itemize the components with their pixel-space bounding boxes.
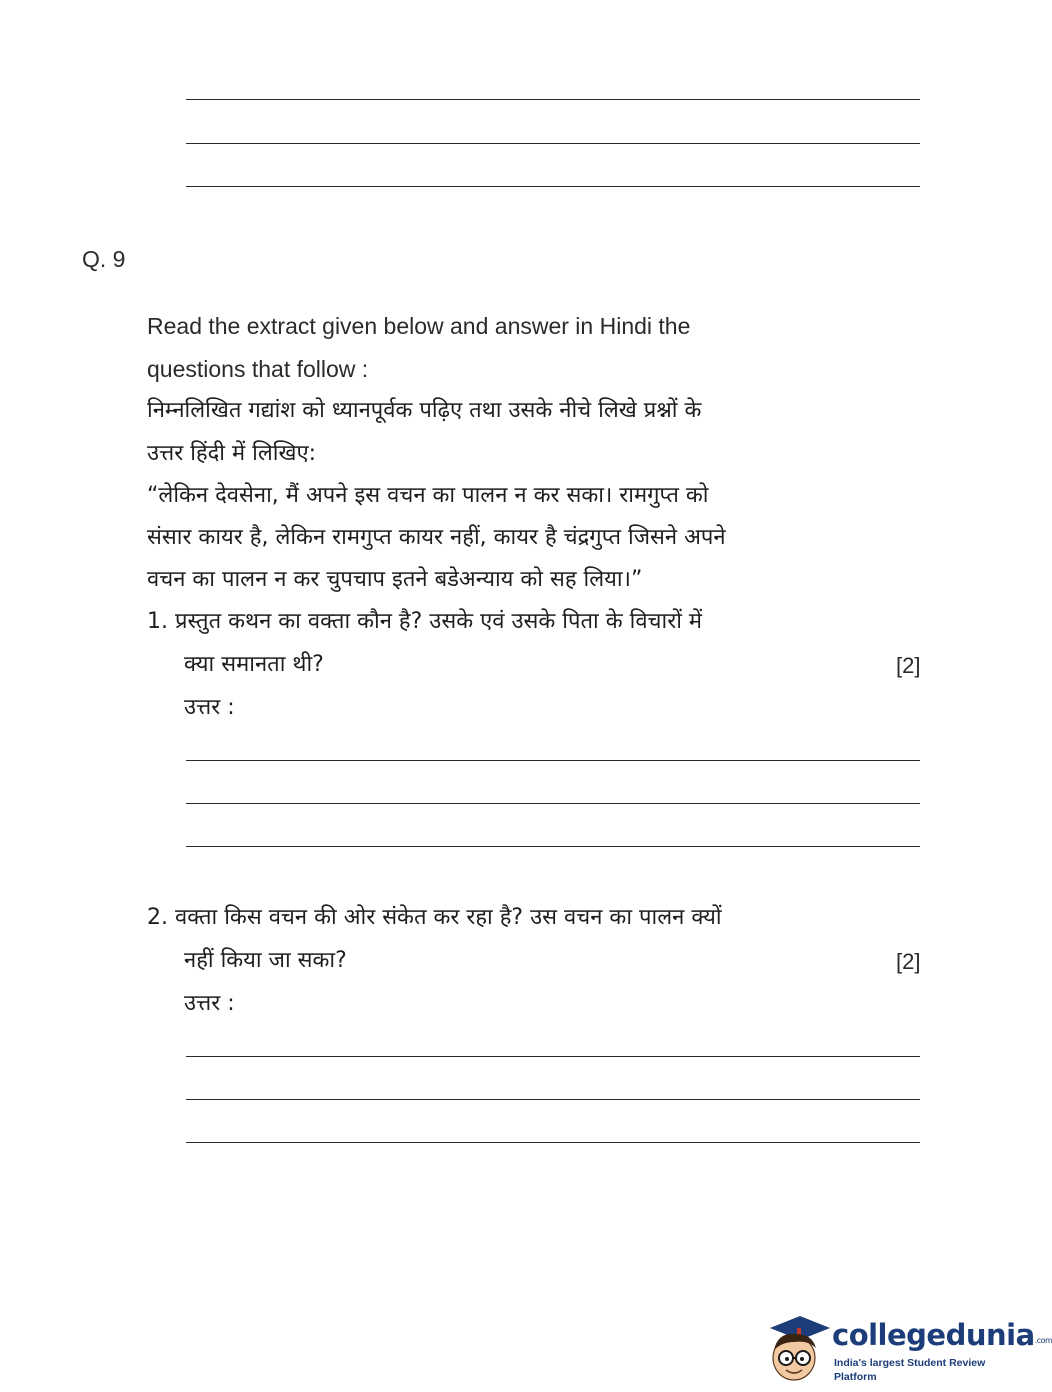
answer-line: [186, 1056, 920, 1057]
answer-line: [186, 186, 920, 187]
collegedunia-logo: [764, 1312, 1052, 1384]
answer-line: [186, 1142, 920, 1143]
sub-question-text: क्या समानता थी?: [184, 652, 324, 677]
extract-line: वचन का पालन न कर चुपचाप इतने बडेअन्याय को सह लिया।”: [147, 567, 643, 592]
instruction-english-line: Read the extract given below and answer in Hindi the: [147, 313, 691, 339]
instruction-hindi-line: उत्तर हिंदी में लिखिए:: [147, 441, 317, 466]
answer-line: [186, 846, 920, 847]
logo-suffix: .com: [1034, 1336, 1052, 1345]
sub-question-text: 1. प्रस्तुत कथन का वक्ता कौन है? उसके एवं उसके पिता के विचारों में: [147, 609, 703, 634]
logo-wordmark: collegedunia$^{.com}$: [832, 1318, 1052, 1352]
answer-line: [186, 760, 920, 761]
instruction-english-line: questions that follow :: [147, 356, 369, 382]
answer-label: उत्तर :: [184, 695, 235, 720]
answer-label: उत्तर :: [184, 991, 235, 1016]
answer-line: [186, 803, 920, 804]
answer-line: [186, 1099, 920, 1100]
answer-line: [186, 99, 920, 100]
instruction-hindi-line: निम्नलिखित गद्यांश को ध्यानपूर्वक पढ़िए तथा उसके नीचे लिखे प्रश्नों के: [147, 398, 702, 423]
marks-label: [2]: [896, 949, 921, 974]
marks-label: [2]: [896, 653, 921, 678]
question-number: Q. 9: [82, 246, 126, 272]
sub-question-text: नहीं किया जा सका?: [184, 948, 347, 973]
sub-question-text: 2. वक्ता किस वचन की ओर संकेत कर रहा है? उस वचन का पालन क्यों: [147, 905, 722, 930]
answer-line: [186, 143, 920, 144]
logo-tagline: India's largest Student Review Platform: [834, 1357, 986, 1383]
mascot-icon: [764, 1312, 830, 1384]
extract-line: “लेकिन देवसेना, मैं अपने इस वचन का पालन न कर सका। रामगुप्त को: [147, 483, 709, 508]
extract-line: संसार कायर है, लेकिन रामगुप्त कायर नहीं, कायर है चंद्रगुप्त जिसने अपने: [147, 525, 726, 550]
